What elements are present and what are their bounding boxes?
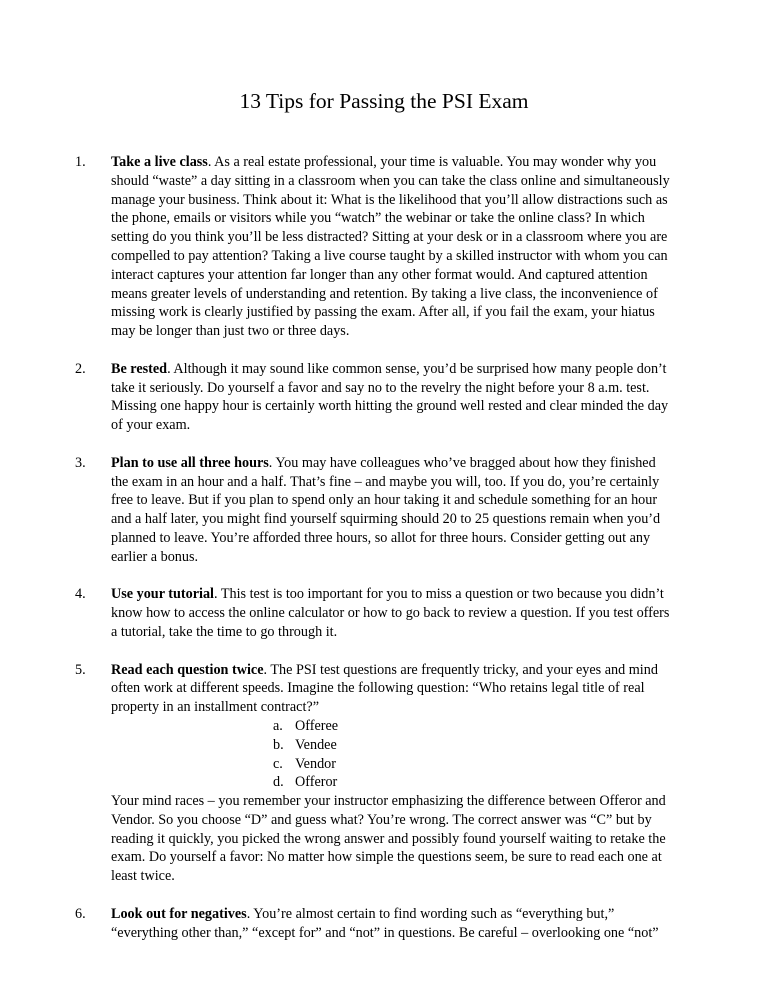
answer-letter: a. xyxy=(273,717,283,734)
tip-number: 4. xyxy=(75,586,86,603)
answer-choice xyxy=(111,773,672,792)
tip-number: 5. xyxy=(75,661,86,678)
tip-heading: Use your tutorial xyxy=(111,586,214,603)
tip-item xyxy=(0,585,768,641)
tip-number: 2. xyxy=(75,360,86,377)
page-title: 13 Tips for Passing the PSI Exam xyxy=(239,89,529,113)
answer-text: Vendor xyxy=(295,755,336,772)
tip-body: . You may have colleagues who’ve bragged about how they finished the exam in an hour and a half. That’s fine – and maybe you will, too. If you do, you’re certainly free to leave. But if you plan to spend only an hour taking it and schedule something for an hour and a half later, you might find yourself squirming should 20 to 25 questions remain when you’d planned to leave. You’re afforded three hours, so allot for three hours. Consider getting out any earlier a bonus. xyxy=(111,454,661,565)
answer-choices xyxy=(111,717,672,792)
tip-body: . This test is too important for you to miss a question or two because you didn’t know how to access the online calculator or how to go back to review a question. If you test offers a tutorial, take the time to go through it. xyxy=(111,586,670,640)
tip-heading: Look out for negatives xyxy=(111,905,247,922)
answer-letter: b. xyxy=(273,736,284,753)
tip-heading: Be rested xyxy=(111,360,168,377)
answer-text: Offeree xyxy=(295,717,339,734)
tip-heading: Read each question twice xyxy=(111,661,264,678)
tip-number: 6. xyxy=(75,905,86,922)
tip-heading: Take a live class xyxy=(111,154,208,170)
answer-choice xyxy=(111,755,672,774)
tip-number: 3. xyxy=(75,454,86,471)
tip-body: . The PSI test questions are frequently tricky, and your eyes and mind often work at different speeds. Imagine the following question: “Who retains legal title of real property in an installment contract?” xyxy=(111,661,658,716)
answer-text: Vendee xyxy=(295,736,337,753)
tip-item xyxy=(0,153,768,341)
tips-list xyxy=(0,153,768,961)
tip-body: . You’re almost certain to find wording such as “everything but,” “everything other than,” “except for” and “not” in questions. Be careful – overlooking one “not” xyxy=(111,905,659,941)
answer-choice xyxy=(111,717,672,736)
tip-number: 1. xyxy=(75,154,86,170)
tip-item xyxy=(0,360,768,435)
tip-item xyxy=(0,661,768,887)
tip-heading: Plan to use all three hours xyxy=(111,454,269,471)
answer-text: Offeror xyxy=(295,774,338,791)
tip-continuation: Your mind races – you remember your instructor emphasizing the difference between Offeror and Vendor. So you choose “D” and guess what? You’re wrong. The correct answer was “C” but by reading it quickly, you picked the wrong answer and possibly found yourself waiting to retake the exam. Do yourself a favor: No matter how simple the questions seem, be sure to read each one at least twice. xyxy=(111,793,666,885)
answer-letter: c. xyxy=(273,755,283,772)
answer-choice xyxy=(111,736,672,755)
answer-letter: d. xyxy=(273,774,284,791)
tip-item xyxy=(0,454,768,567)
tip-item xyxy=(0,905,768,943)
tip-body: . Although it may sound like common sense, you’d be surprised how many people don’t take it seriously. Do yourself a favor and say no to the revelry the night before your 8 a.m. test. Missing one happy hour is certainly worth hitting the ground well rested and clear minded the day of your exam. xyxy=(111,360,669,434)
tip-body: . As a real estate professional, your time is valuable. You may wonder why you should “waste” a day sitting in a classroom when you can take the class online and simultaneously manage your business. Think about it: What is the likelihood that you’ll allow distractions such as the phone, emails or visitors while you “watch” the webinar or take the online class? In which setting do you think you’ll be less distracted? Sitting at your desk or in a classroom where you are compelled to pay attention? Taking a live course taught by a skilled instructor with whom you can interact captures your attention far longer than any other format would. And captured attention means greater levels of understanding and retention. By taking a live class, the inconvenience of missing work is clearly justified by passing the exam. After all, if you fail the exam, your hiatus may be longer than just two or three days. xyxy=(111,154,670,340)
